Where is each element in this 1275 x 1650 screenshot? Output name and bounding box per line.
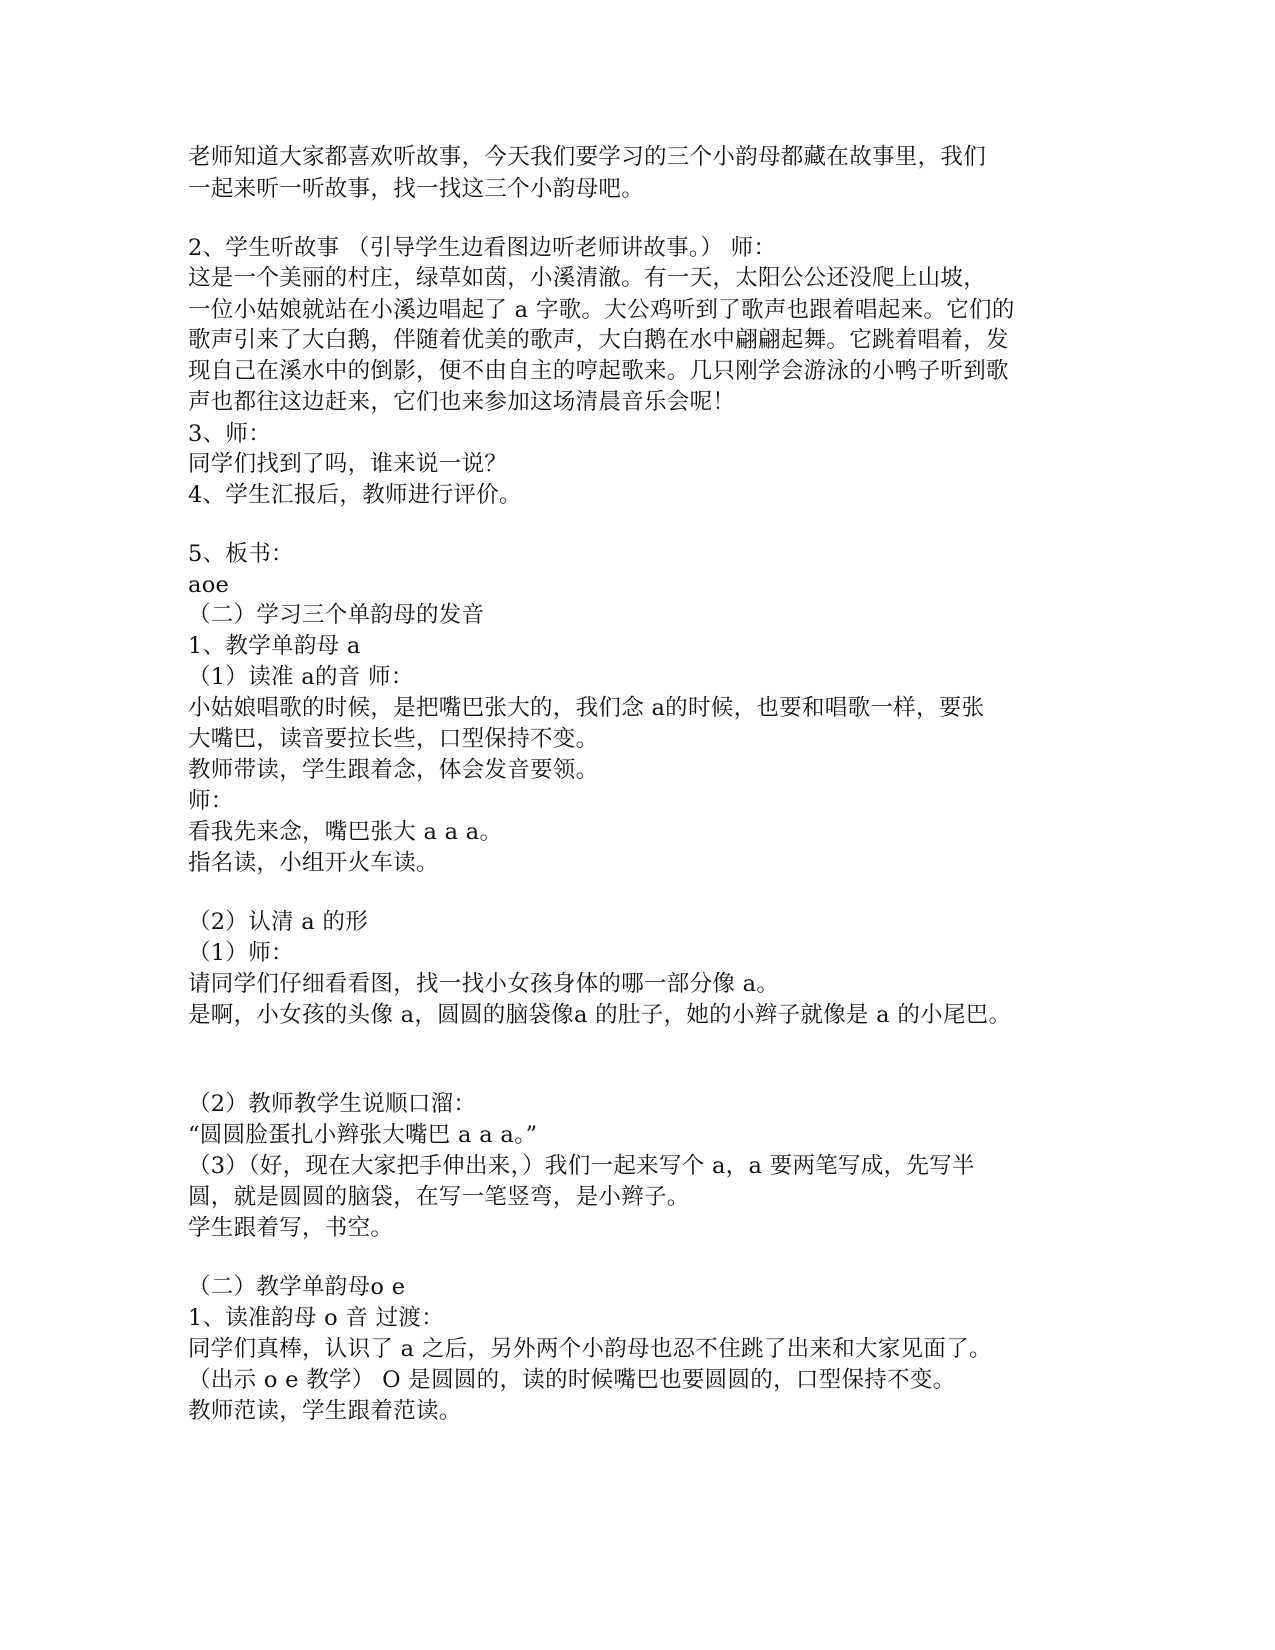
text-line: 一位小姑娘就站在小溪边唱起了 a 字歌。大公鸡听到了歌声也跟着唱起来。它们的 (188, 297, 1015, 323)
text-line: 5、板书： (188, 541, 294, 567)
text-line: （3）（好，现在大家把手伸出来，）我们一起来写个 a，a 要两笔写成，先写半 (188, 1153, 975, 1179)
text-line: aoe (188, 572, 230, 598)
text-line: 歌声引来了大白鹅，伴随着优美的歌声，大白鹅在水中翩翩起舞。它跳着唱着，发 (188, 327, 1009, 353)
text-line: 老师知道大家都喜欢听故事，今天我们要学习的三个小韵母都藏在故事里，我们 (188, 144, 987, 170)
text-line: （出示 o e 教学） O 是圆圆的，读的时候嘴巴也要圆圆的，口型保持不变。 (188, 1367, 956, 1393)
text-line: 小姑娘唱歌的时候，是把嘴巴张大的，我们念 a的时候，也要和唱歌一样，要张 (188, 695, 985, 721)
text-line: 请同学们仔细看看图，找一找小女孩身体的哪一部分像 a。 (188, 971, 780, 997)
text-line: 学生跟着写，书空。 (188, 1215, 394, 1241)
text-line: 1、教学单韵母 a (188, 633, 361, 659)
text-line: 一起来听一听故事，找一找这三个小韵母吧。 (188, 176, 645, 202)
text-line: 这是一个美丽的村庄，绿草如茵，小溪清澈。有一天，太阳公公还没爬上山坡， (188, 265, 987, 291)
text-line: 3、师： (188, 421, 272, 447)
text-line: 教师范读，学生跟着范读。 (188, 1398, 462, 1424)
text-line: 2、学生听故事 （引导学生边看图边听老师讲故事。） 师： (188, 235, 777, 261)
text-line: （二）教学单韵母o e (188, 1274, 406, 1300)
text-line: 是啊，小女孩的头像 a，圆圆的脑袋像a 的肚子，她的小辫子就像是 a 的小尾巴。 (188, 1002, 1012, 1028)
text-line: （2）教师教学生说顺口溜： (188, 1091, 477, 1117)
text-line: 师： (188, 788, 234, 814)
text-line: （二）学习三个单韵母的发音 (188, 602, 485, 628)
text-line: 4、学生汇报后，教师进行评价。 (188, 482, 522, 508)
text-line: （1）读准 a的音 师： (188, 664, 414, 690)
text-line: 指名读，小组开火车读。 (188, 850, 439, 876)
text-line: 教师带读，学生跟着念，体会发音要领。 (188, 757, 599, 783)
text-line: 声也都往这边赶来，它们也来参加这场清晨音乐会呢！ (188, 389, 736, 415)
text-line: （2）认清 a 的形 (188, 909, 369, 935)
text-line: 现自己在溪水中的倒影，便不由自主的哼起歌来。几只刚学会游泳的小鸭子听到歌 (188, 358, 1009, 384)
text-line: （1）师： (188, 940, 294, 966)
text-line: 看我先来念，嘴巴张大 a a a。 (188, 819, 503, 845)
text-line: 同学们真棒，认识了 a 之后，另外两个小韵母也忍不住跳了出来和大家见面了。 (188, 1336, 992, 1362)
text-line: 同学们找到了吗，谁来说一说？ (188, 451, 508, 477)
text-line: 圆，就是圆圆的脑袋，在写一笔竖弯，是小辫子。 (188, 1184, 690, 1210)
text-line: 1、读准韵母 o 音 过渡： (188, 1305, 445, 1331)
text-line: 大嘴巴，读音要拉长些，口型保持不变。 (188, 726, 599, 752)
text-line: “圆圆脸蛋扎小辫张大嘴巴 a a a。” (188, 1122, 538, 1148)
